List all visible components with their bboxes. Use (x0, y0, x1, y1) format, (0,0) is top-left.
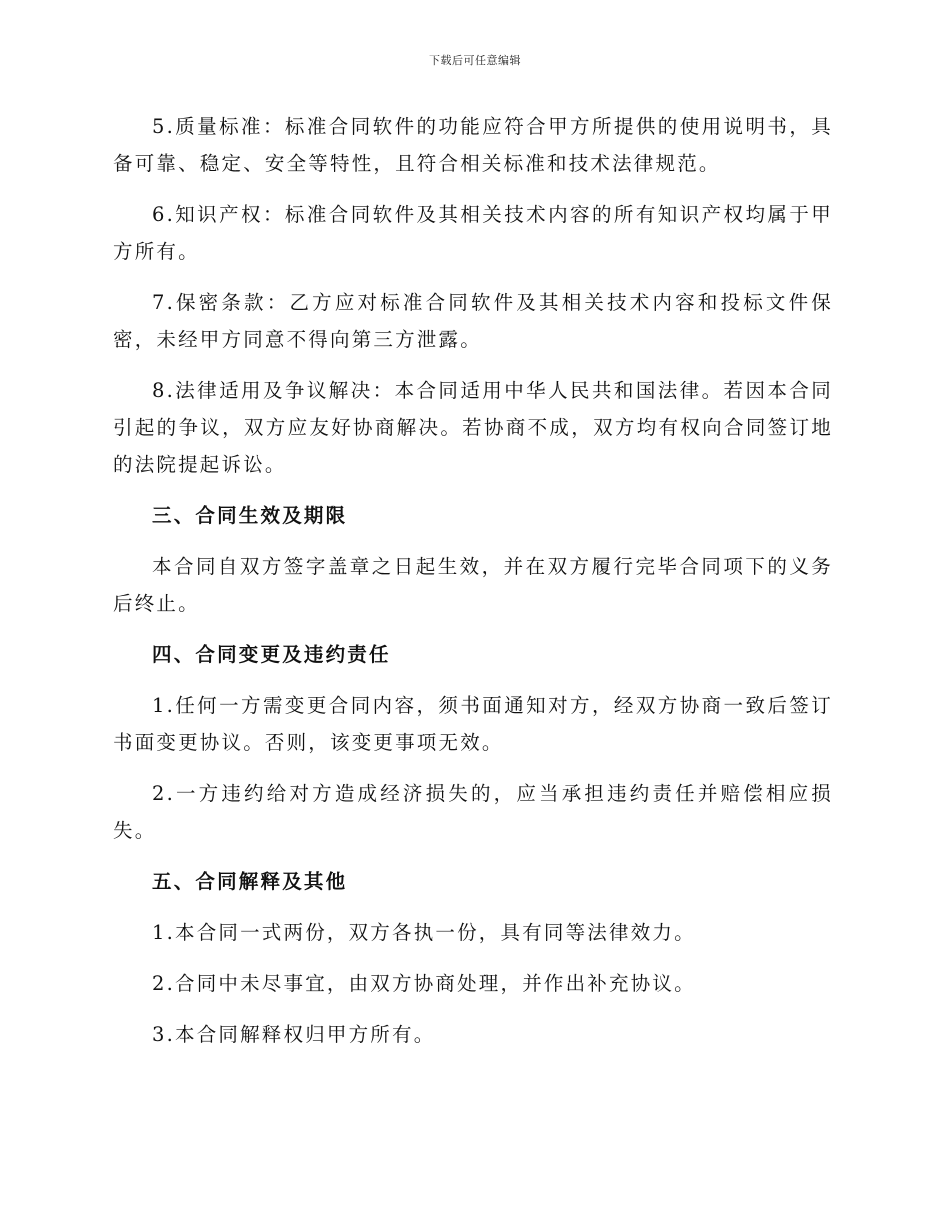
clause-confidentiality: 7.保密条款：乙方应对标准合同软件及其相关技术内容和投标文件保密，未经甲方同意不得向第三方泄露。 (113, 291, 833, 351)
section-heading-effectiveness: 三、合同生效及期限 (152, 504, 348, 527)
document-body (113, 108, 833, 1067)
page-header-note: 下载后可任意编辑 (429, 54, 521, 67)
section-heading-changes-breach: 四、合同变更及违约责任 (152, 643, 391, 666)
clause-unresolved-matters: 2.合同中未尽事宜，由双方协商处理，并作出补充协议。 (152, 972, 696, 995)
section-heading-interpretation: 五、合同解释及其他 (152, 870, 348, 893)
clause-quality-standard: 5.质量标准：标准合同软件的功能应符合甲方所提供的使用说明书，具备可靠、稳定、安全等特性，且符合相关标准和技术法律规范。 (113, 115, 833, 175)
clause-intellectual-property: 6.知识产权：标准合同软件及其相关技术内容的所有知识产权均属于甲方所有。 (113, 203, 833, 263)
clause-contract-change: 1.任何一方需变更合同内容，须书面通知对方，经双方协商一致后签订书面变更协议。否则，该变更事项无效。 (113, 694, 833, 754)
clause-interpretation-right: 3.本合同解释权归甲方所有。 (152, 1023, 436, 1046)
clause-effectiveness: 本合同自双方签字盖章之日起生效，并在双方履行完毕合同项下的义务后终止。 (113, 555, 833, 615)
clause-copies: 1.本合同一式两份，双方各执一份，具有同等法律效力。 (152, 921, 696, 944)
clause-breach-liability: 2.一方违约给对方造成经济损失的，应当承担违约责任并赔偿相应损失。 (113, 782, 833, 842)
clause-governing-law: 8.法律适用及争议解决：本合同适用中华人民共和国法律。若因本合同引起的争议，双方应友好协商解决。若协商不成，双方均有权向合同签订地的法院提起诉讼。 (113, 379, 833, 476)
